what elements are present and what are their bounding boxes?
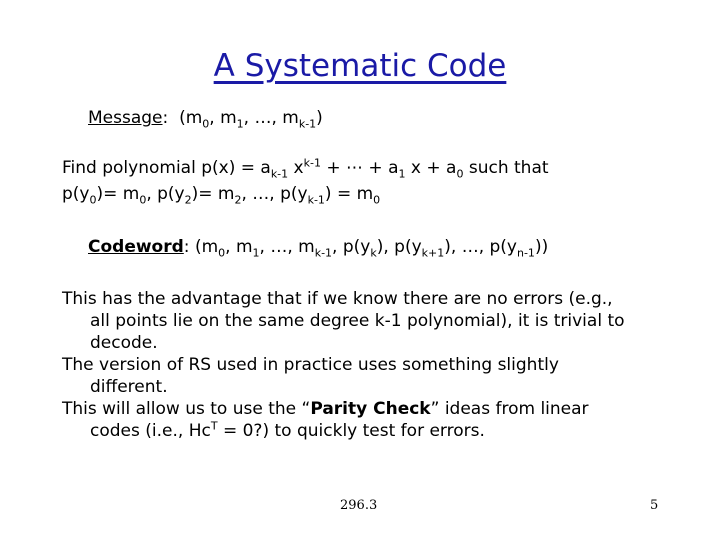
explanation-paragraph <box>62 288 682 442</box>
codeword-line <box>88 236 548 258</box>
page-number: 5 <box>650 498 659 513</box>
codeword-value: ($m_0$, $m_1$, …, $m_{k-1}$, $p(y_k)$, $p(y_{k+1})$, …, $p(y_{n-1})$) <box>194 237 549 260</box>
paragraph-line: The version of RS used in practice uses something slightly <box>62 355 559 375</box>
message-value: ($m_0$, $m_1$, …, $m_{k-1}$) <box>179 108 323 131</box>
message-label: Message <box>88 108 163 128</box>
footer-center: 296.3 <box>340 498 378 513</box>
message-line <box>88 107 323 129</box>
codeword-colon: : <box>183 237 190 257</box>
message-colon: : <box>162 108 169 128</box>
paragraph-line: different. <box>90 377 168 397</box>
paragraph-line: codes (i.e., $Hc^T$ = 0?) to quickly test for errors. <box>90 419 485 441</box>
paragraph-line: This will allow us to use the “Parity Check” ideas from linear <box>62 399 589 419</box>
find-polynomial-line-1: Find polynomial $p(x) = a_{k-1}$ $x^{k-1}$ + ⋯ + $a_1$ $x + a_0$ such that <box>62 156 549 181</box>
slide-title: A Systematic Code <box>213 48 507 84</box>
paragraph-line: This has the advantage that if we know there are no errors (e.g., <box>62 289 613 309</box>
paragraph-line: decode. <box>90 333 158 353</box>
paragraph-line: all points lie on the same degree k-1 polynomial), it is trivial to <box>90 311 625 331</box>
find-polynomial-line-2: $p(y_0)= m_0$, $p(y_2)= m_2$, …, $p(y_{k-1}) = m_0$ <box>62 184 381 207</box>
codeword-label: Codeword <box>88 237 184 257</box>
